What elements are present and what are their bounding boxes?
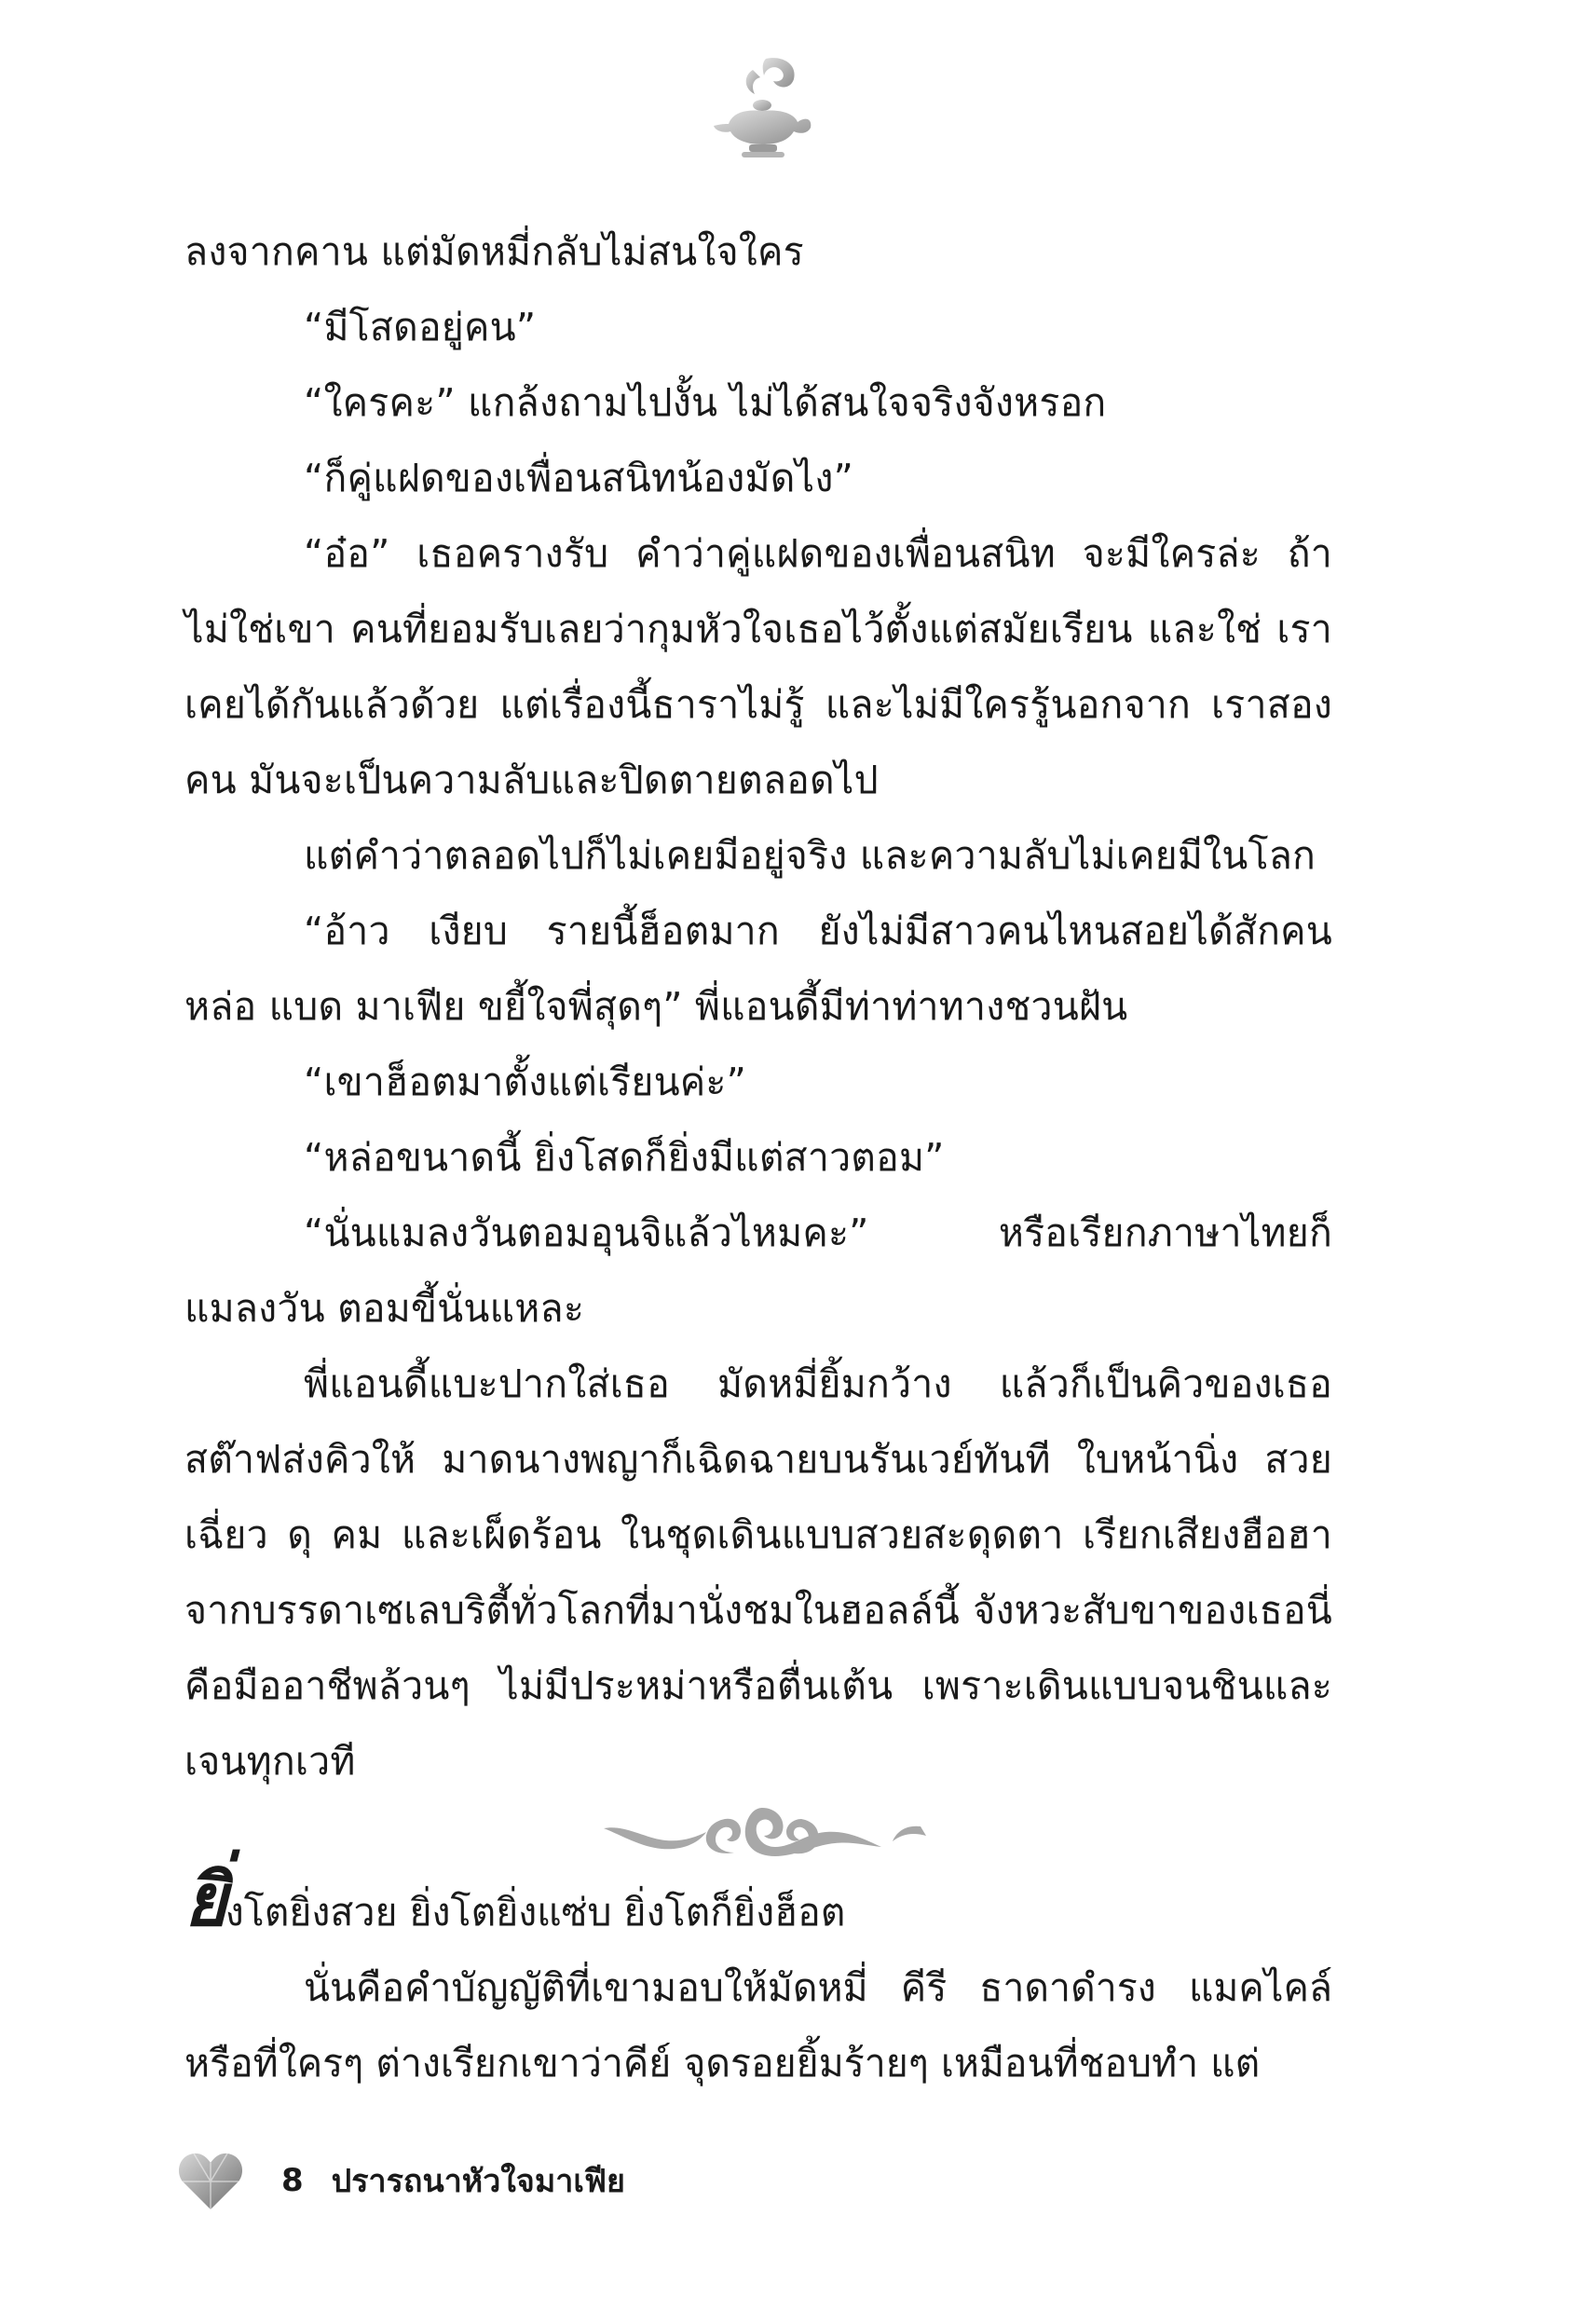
section-2 bbox=[184, 1858, 1332, 2101]
paragraph-9: “หล่อขนาดนี้ ยิ่งโสดก็ยิ่งมีแต่สาวตอม” bbox=[304, 1135, 945, 1180]
paragraph-11: พี่แอนดี้แบะปากใส่เธอ มัดหมี่ยิ้มกว้าง แล้วก็เป็นคิวของเธอ สต๊าฟส่งคิวให้ มาดนางพญาก็เฉิดฉายบนรันเวย์ทันที ใบหน้านิ่ง สวย เฉี่ยว ดุ คม และเผ็ดร้อน ในชุดเดินแบบสวยสะดุดตา เรียกเสียงฮือฮา จากบรรดาเซเลบริตี้ทั่วโลกที่มานั่งชมในฮอลล์นี้ จังหวะสับขาของเธอนี่ คือมืออาชีพล้วนๆ ไม่มีประหม่าหรือตื่นเต้น เพราะเดินแบบจนชินและ เจนทุกเวที bbox=[184, 1361, 1332, 1784]
paragraph-10: “นั่นแมลงวันตอมอุนจิแล้วไหมคะ” หรือเรียกภาษาไทยก็แมลงวัน ตอมขี้นั่นแหละ bbox=[184, 1210, 1332, 1331]
paragraph-8: “เขาฮ็อตมาตั้งแต่เรียนค่ะ” bbox=[304, 1060, 747, 1104]
paragraph-6: แต่คำว่าตลอดไปก็ไม่เคยมีอยู่จริง และความลับไม่เคยมีในโลก bbox=[304, 833, 1316, 878]
paragraph-2: “มีโสดอยู่คน” bbox=[304, 305, 537, 349]
paragraph-7: “อ้าว เงียบ รายนี้ฮ็อตมาก ยังไม่มีสาวคนไหนสอยได้สักคน หล่อ แบด มาเฟีย ขยี้ใจพี่สุดๆ” พี่แอนดี้มีท่าท่าทางชวนฝัน bbox=[184, 909, 1332, 1029]
genie-lamp-icon bbox=[708, 51, 820, 163]
paragraph-4: “ก็คู่แฝดของเพื่อนสนิทน้องมัดไง” bbox=[304, 456, 854, 500]
paragraph-5: “อ๋อ” เธอครางรับ คำว่าคู่แฝดของเพื่อนสนิท จะมีใครล่ะ ถ้าไม่ใช่เขา คนที่ยอมรับเลยว่ากุมหัวใจเธอไว้ตั้งแต่สมัยเรียน และใช่ เราเคยได้กันแล้วด้วย แต่เรื่องนี้ธาราไม่รู้ และไม่มีใครรู้นอกจาก เราสองคน มันจะเป็นความลับและปิดตายตลอดไป bbox=[184, 531, 1332, 802]
scroll-flourish-icon bbox=[585, 1798, 939, 1864]
section-2-paragraph: นั่นคือคำบัญญัติที่เขามอบให้มัดหมี่ คีรี ธาดาดำรง แมคไคล์ หรือที่ใครๆ ต่างเรียกเขาว่าคีย์ จุดรอยยิ้มร้ายๆ เหมือนที่ชอบทำ แต่ bbox=[184, 1965, 1332, 2085]
page-footer bbox=[177, 2143, 625, 2218]
book-title: ปรารถนาหัวใจมาเฟีย bbox=[331, 2163, 625, 2200]
heart-icon bbox=[177, 2150, 244, 2211]
paragraph-3: “ใครคะ” แกล้งถามไปงั้น ไม่ได้สนใจจริงจังหรอก bbox=[304, 380, 1107, 425]
paragraph-1: ลงจากคาน แต่มัดหมี่กลับไม่สนใจใคร bbox=[184, 229, 804, 274]
page-number: 8 bbox=[281, 2162, 304, 2199]
dropcap: ยิ่ bbox=[184, 1858, 225, 1943]
section-2-first-line bbox=[184, 1858, 1332, 1950]
section-2-first-line-rest: งโตยิ่งสวย ยิ่งโตยิ่งแซ่บ ยิ่งโตก็ยิ่งฮ็อต bbox=[225, 1890, 846, 1935]
body-text bbox=[184, 214, 1332, 1799]
